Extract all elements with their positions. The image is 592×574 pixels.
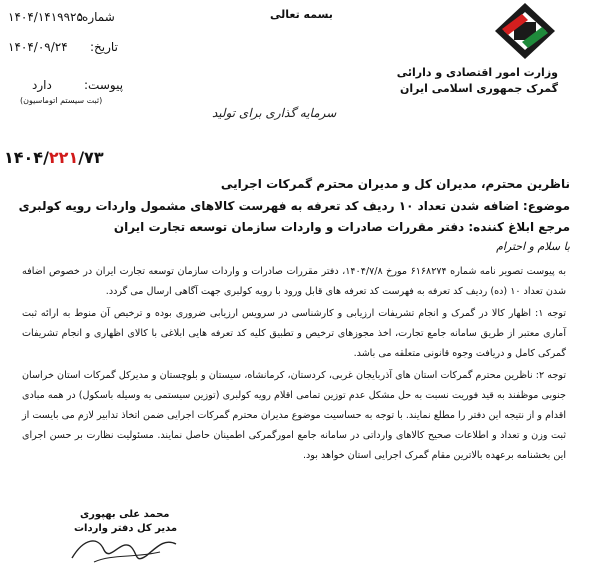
date-value: ۱۴۰۴/۰۹/۲۴ [8, 40, 68, 54]
handwritten-signature [64, 528, 184, 568]
reference-sep: / [43, 148, 49, 167]
note-2: توجه ۲: ناظرین محترم گمرکات استان های آذربایجان غربی، کردستان، کرمانشاه، سیستان و بلوچستان و مدیرکل گمرکات استان خراسان جنوبی موظفند به قید فوریت نسبت به حل مشکل عدم توزین تمامی اقلام رویه کولبری (توزین سیستمی به وسیله باسکول) در همه مبادی اقدام و از نتیجه این دفتر را مطلع نمایند. با توجه به حساسیت موضوع مدیران محترم گمرکات اجرایی ضمن اتخاذ تدابیر لازم می بایست از ثبت وزن و تعداد و اطلاعات صحیح کالاهای وارداتی در سامانه جامع امورگمرکی اطمینان حاصل نمایند. مسئولیت نظارت بر حسن اجرای این بخشنامه برعهده بالاترین مقام گمرک اجرایی استان خواهد بود. [22, 370, 567, 461]
attachment-label: پیوست: [84, 78, 124, 92]
authority-line: مرجع ابلاغ کننده: دفتر مقررات صادرات و واردات سازمان توسعه تجارت ایران [113, 220, 570, 234]
note-1: توجه ۱: اظهار کالا در گمرک و انجام تشریفات ارزیابی و کارشناسی در سرویس ارزیابی ضروری بوده و ترخیص آن منوط به ارائه ثبت آماری معتبر از طریق سامانه جامع تجارت، اخذ مجوزهای ترخیص و تطبیق کلیه کد تعرفه هایی ابلاغی با کالای اظهاری و انجام تشریفات گمرکی کامل و دریافت وجوه قانونی متعلقه می باشد. [22, 308, 566, 359]
org-customs: گمرک جمهوری اسلامی ایران [399, 82, 558, 95]
signatory-title: مدیر کل دفتر واردات [74, 523, 178, 534]
customs-emblem-icon [492, 2, 558, 60]
slogan: سرمایه گذاری برای تولید [212, 106, 337, 120]
date-label: تاریخ: [90, 40, 118, 54]
subject-line: موضوع: اضافه شدن تعداد ۱۰ ردیف کد تعرفه به فهرست کالاهای مشمول واردات رویه کولبری [18, 199, 570, 213]
reference-year: ۱۴۰۴ [4, 148, 44, 167]
system-note: (ثبت سیستم اتوماسیون) [20, 96, 103, 105]
greeting: با سلام و احترام [496, 240, 570, 253]
recipient-line: ناظرین محترم، مدیران کل و مدیران محترم گمرکات اجرایی [220, 177, 570, 191]
reference-last: ۷۳ [84, 148, 104, 167]
number-label: شماره: [78, 10, 115, 24]
reference-sep: / [78, 148, 85, 167]
reference-number [4, 148, 104, 167]
signatory-name: محمد علی بهپوری [80, 509, 170, 520]
basmala: بسمه تعالی [270, 8, 333, 21]
paragraph-main: به پیوست تصویر نامه شماره ۶۱۶۸۲۷۴ مورخ ۱۴۰۴/۷/۸، دفتر مقررات صادرات و واردات سازمان توسعه تجارت ایران در خصوص اضافه شدن تعداد ۱۰ (ده) ردیف کد تعرفه به فهرست کد تعرفه های قابل ورود با رویه کولبری جهت آگاهی ارسال می گردد. [22, 266, 566, 297]
number-value: ۱۴۰۴/۱۴۱۹۹۲۵ [8, 10, 83, 24]
org-ministry: وزارت امور اقتصادی و دارائی [396, 66, 558, 79]
reference-middle: ۲۲۱ [48, 148, 79, 167]
attachment-value: دارد [32, 78, 52, 92]
